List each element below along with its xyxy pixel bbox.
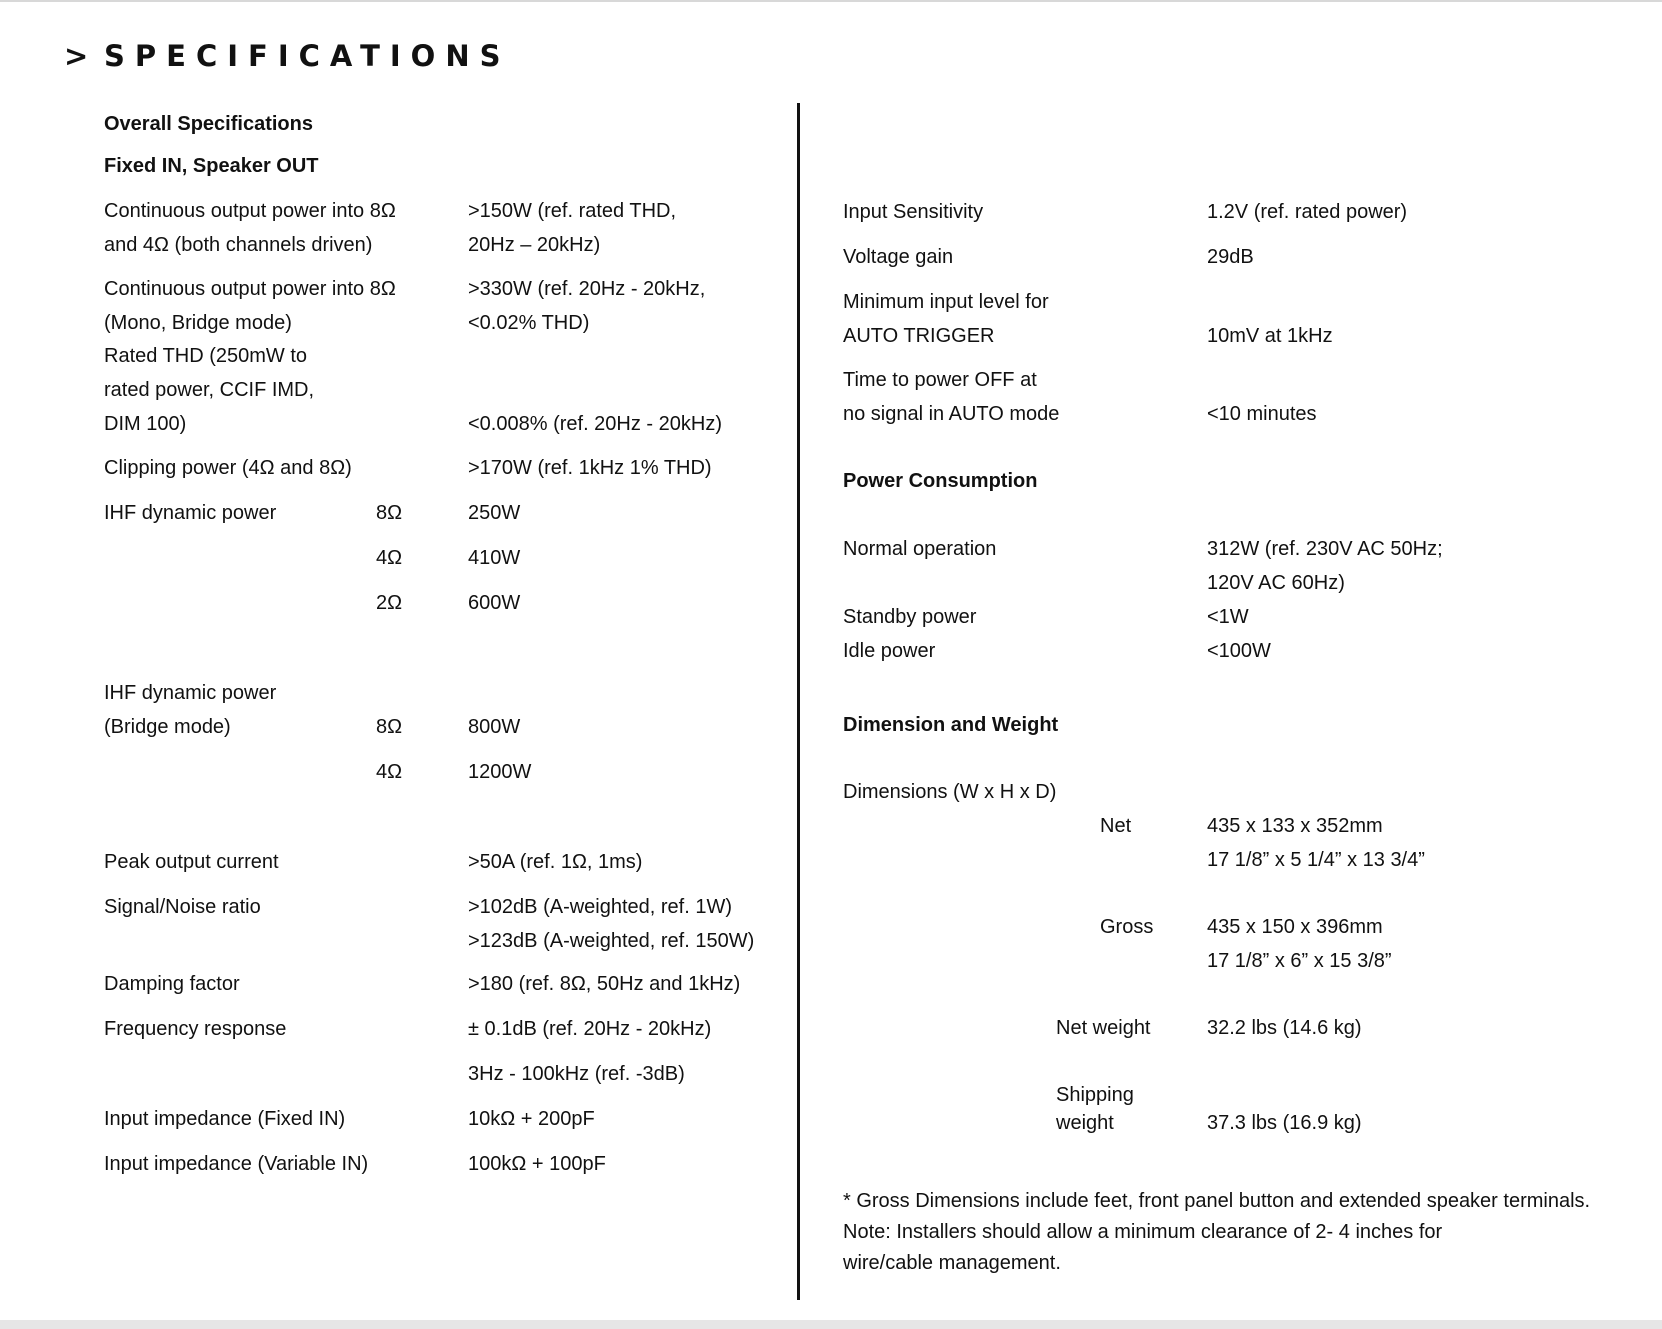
peak-current-label: Peak output current <box>104 851 279 873</box>
freq-response-value-2: 3Hz - 100kHz (ref. -3dB) <box>468 1063 685 1085</box>
gross-value-1: 435 x 150 x 396mm <box>1207 916 1383 938</box>
mono-power-label-1: Continuous output power into 8Ω <box>104 278 396 300</box>
heading-title: SPECIFICATIONS <box>104 39 511 73</box>
imp-fixed-value: 10kΩ + 200pF <box>468 1108 595 1130</box>
normal-operation-label: Normal operation <box>843 538 997 560</box>
ihf-value: 410W <box>468 547 521 569</box>
dimensions-label: Dimensions (W x H x D) <box>843 781 1057 803</box>
footnote-line: Note: Installers should allow a minimum clearance of 2- 4 inches for <box>843 1221 1443 1243</box>
standby-power-value: <1W <box>1207 606 1249 628</box>
ihf-load: 2Ω <box>376 592 403 614</box>
snr-label: Signal/Noise ratio <box>104 896 261 918</box>
power-consumption-title: Power Consumption <box>843 470 1038 492</box>
mono-power-value-2: <0.02% THD) <box>468 312 590 334</box>
cont-power-value-1: >150W (ref. rated THD, <box>468 200 677 222</box>
fixed-in-title: Fixed IN, Speaker OUT <box>104 155 319 177</box>
net-value-1: 435 x 133 x 352mm <box>1207 815 1383 837</box>
shipping-weight-label-1: Shipping <box>1056 1084 1134 1106</box>
voltage-gain-value: 29dB <box>1207 246 1254 268</box>
top-edge <box>0 0 1662 2</box>
freq-response-label: Frequency response <box>104 1018 287 1040</box>
gross-value-2: 17 1/8” x 6” x 15 3/8” <box>1207 950 1392 972</box>
clipping-value: >170W (ref. 1kHz 1% THD) <box>468 457 712 479</box>
section-heading <box>64 36 510 76</box>
net-value-2: 17 1/8” x 5 1/4” x 13 3/4” <box>1207 849 1425 871</box>
column-divider <box>797 103 800 1300</box>
ihf-label: IHF dynamic power <box>104 502 277 524</box>
ihf-bridge-value: 800W <box>468 716 521 738</box>
ihf-load: 4Ω <box>376 547 403 569</box>
mono-power-label-2: (Mono, Bridge mode) <box>104 312 292 334</box>
idle-power-value: <100W <box>1207 640 1271 662</box>
imp-var-value: 100kΩ + 100pF <box>468 1153 606 1175</box>
auto-trigger-label-2: AUTO TRIGGER <box>843 325 995 347</box>
auto-trigger-label-1: Minimum input level for <box>843 291 1049 313</box>
snr-value-1: >102dB (A-weighted, ref. 1W) <box>468 896 733 918</box>
rated-thd-label-2: rated power, CCIF IMD, <box>104 379 315 401</box>
damping-label: Damping factor <box>104 973 240 995</box>
idle-power-label: Idle power <box>843 640 936 662</box>
ihf-load: 8Ω <box>376 502 403 524</box>
clipping-label: Clipping power (4Ω and 8Ω) <box>104 457 352 479</box>
rated-thd-label-3: DIM 100) <box>104 413 187 435</box>
footnote-line: wire/cable management. <box>843 1252 1061 1274</box>
ihf-bridge-label-1: IHF dynamic power <box>104 682 277 704</box>
input-sensitivity-value: 1.2V (ref. rated power) <box>1207 201 1408 223</box>
bottom-edge <box>0 1320 1662 1329</box>
ihf-bridge-load: 8Ω <box>376 716 403 738</box>
damping-value: >180 (ref. 8Ω, 50Hz and 1kHz) <box>468 973 741 995</box>
normal-operation-value-2: 120V AC 60Hz) <box>1207 572 1345 594</box>
power-off-label-1: Time to power OFF at <box>843 369 1037 391</box>
voltage-gain-label: Voltage gain <box>843 246 954 268</box>
cont-power-label-1: Continuous output power into 8Ω <box>104 200 396 222</box>
peak-current-value: >50A (ref. 1Ω, 1ms) <box>468 851 643 873</box>
rated-thd-label-1: Rated THD (250mW to <box>104 345 308 367</box>
freq-response-value-1: ± 0.1dB (ref. 20Hz - 20kHz) <box>468 1018 712 1040</box>
ihf-bridge-load: 4Ω <box>376 761 403 783</box>
cont-power-label-2: and 4Ω (both channels driven) <box>104 234 373 256</box>
footnote-line: * Gross Dimensions include feet, front panel button and extended speaker terminals. <box>843 1190 1591 1212</box>
net-weight-value: 32.2 lbs (14.6 kg) <box>1207 1017 1362 1039</box>
ihf-bridge-label-2: (Bridge mode) <box>104 716 231 738</box>
snr-value-2: >123dB (A-weighted, ref. 150W) <box>468 930 755 952</box>
cont-power-value-2: 20Hz – 20kHz) <box>468 234 601 256</box>
rated-thd-value: <0.008% (ref. 20Hz - 20kHz) <box>468 413 722 435</box>
gross-label: Gross <box>1100 916 1154 938</box>
overall-specs-title: Overall Specifications <box>104 113 313 135</box>
net-weight-label: Net weight <box>1056 1017 1151 1039</box>
ihf-value: 600W <box>468 592 521 614</box>
power-off-value: <10 minutes <box>1207 403 1317 425</box>
mono-power-value-1: >330W (ref. 20Hz - 20kHz, <box>468 278 706 300</box>
auto-trigger-value: 10mV at 1kHz <box>1207 325 1333 347</box>
normal-operation-value-1: 312W (ref. 230V AC 50Hz; <box>1207 538 1443 560</box>
ihf-bridge-value: 1200W <box>468 761 532 783</box>
shipping-weight-value: 37.3 lbs (16.9 kg) <box>1207 1112 1362 1134</box>
ihf-value: 250W <box>468 502 521 524</box>
standby-power-label: Standby power <box>843 606 977 628</box>
input-sensitivity-label: Input Sensitivity <box>843 201 984 223</box>
shipping-weight-label-2: weight <box>1056 1112 1114 1134</box>
chevron-right-icon: > <box>64 39 89 73</box>
imp-fixed-label: Input impedance (Fixed IN) <box>104 1108 346 1130</box>
net-label: Net <box>1100 815 1132 837</box>
power-off-label-2: no signal in AUTO mode <box>843 403 1060 425</box>
imp-var-label: Input impedance (Variable IN) <box>104 1153 369 1175</box>
dimension-weight-title: Dimension and Weight <box>843 714 1059 736</box>
